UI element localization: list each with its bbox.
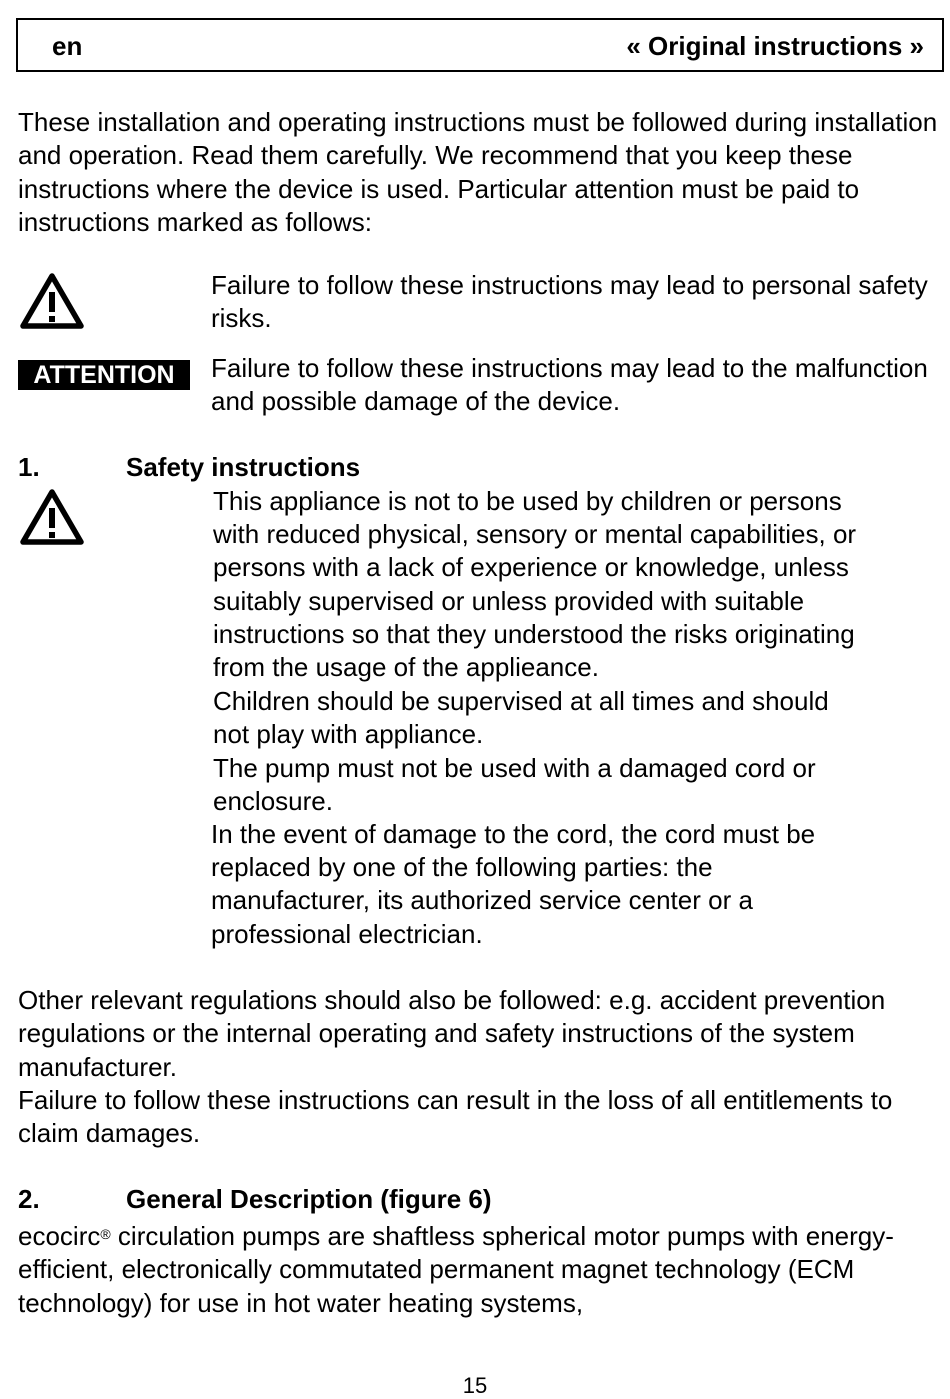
warning-triangle-icon: [20, 488, 84, 546]
section-2-title: General Description (figure 6): [126, 1184, 492, 1214]
section-1-title: Safety instructions: [126, 452, 361, 482]
safety-line: This appliance is not to be used by children or persons: [213, 486, 842, 516]
description-text: circulation pumps are shaftless spherical motor pumps with energy-efficient, electronically commutated permanent magnet technology (ECM technology) for use in hot water heating systems,: [18, 1221, 894, 1318]
header-title: « Original instructions »: [626, 31, 924, 61]
safety-line: Children should be supervised at all times and should: [213, 686, 829, 716]
regulations-paragraph: Other relevant regulations should also be followed: e.g. accident prevention regulations or the internal operating and safety instructions of the system manufacturer.: [18, 985, 886, 1082]
attention-notice-text: Failure to follow these instructions may lead to the malfunction and possible damage of the device.: [211, 353, 928, 417]
registered-mark: ®: [100, 1226, 111, 1242]
safety-line: not play with appliance.: [213, 719, 484, 749]
brand-name: ecocirc: [18, 1221, 101, 1251]
safety-line: with reduced physical, sensory or mental capabilities, or: [213, 519, 857, 549]
header-box: [16, 18, 944, 72]
safety-line: In the event of damage to the cord, the cord must be: [211, 819, 816, 849]
safety-line: persons with a lack of experience or knowledge, unless: [213, 552, 849, 582]
intro-paragraph: These installation and operating instructions must be followed during installation and operation. Read them carefully. We recommend that you keep these instructions where the device is used. Particular attention must be paid to instructions marked as follows:: [18, 107, 938, 238]
safety-line: suitably supervised or unless provided with suitable: [213, 586, 805, 616]
warning-notice-text: Failure to follow these instructions may lead to personal safety risks.: [211, 270, 928, 334]
language-code: en: [52, 31, 83, 61]
general-description-paragraph: [18, 1220, 938, 1320]
safety-line: from the usage of the applieance.: [213, 652, 599, 682]
safety-line: professional electrician.: [211, 919, 483, 949]
safety-line: instructions so that they understood the risks originating: [213, 619, 855, 649]
attention-badge: ATTENTION: [18, 360, 190, 390]
safety-line: The pump must not be used with a damaged cord or: [213, 753, 816, 783]
damages-paragraph: Failure to follow these instructions can result in the loss of all entitlements to claim damages.: [18, 1085, 893, 1149]
warning-triangle-icon: [20, 272, 84, 330]
section-1-number: 1.: [18, 452, 40, 482]
safety-line: manufacturer, its authorized service center or a: [211, 885, 753, 915]
safety-line: replaced by one of the following parties: the: [211, 852, 713, 882]
safety-line: enclosure.: [213, 786, 333, 816]
page-number: 15: [462, 1373, 488, 1398]
section-2-number: 2.: [18, 1184, 40, 1214]
